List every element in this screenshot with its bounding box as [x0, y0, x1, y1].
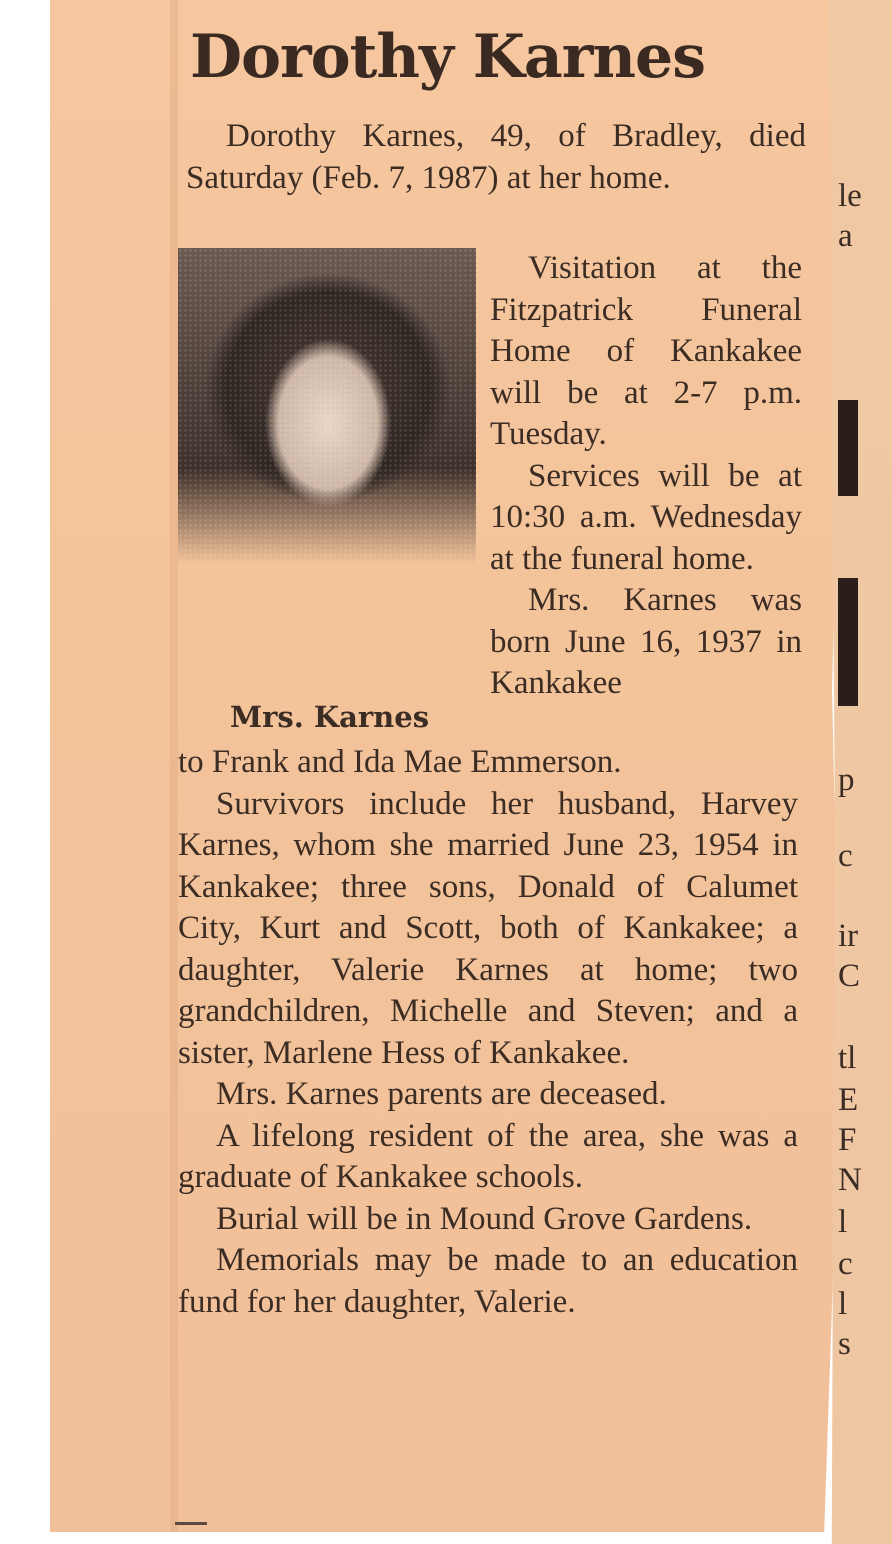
- edge-fragment: c: [838, 1246, 853, 1282]
- side-column: [490, 248, 802, 705]
- photo-caption: Mrs. Karnes: [230, 700, 430, 734]
- edge-fragment: N: [838, 1162, 862, 1198]
- parents-line: to Frank and Ida Mae Emmerson.: [178, 744, 622, 780]
- edge-fragment: l: [838, 1286, 848, 1322]
- survivors-paragraph: Survivors include her husband, Harvey Karnes, whom she married June 23, 1954 in Kankakee; three sons, Donald of Calumet City, Kurt and Scott, both of Kankakee; a daughter, Valerie Karnes at home; two grandchildren, Michelle and Steven; and a sister, Marlene Hess of Kankakee.: [178, 785, 798, 1071]
- edge-fragment: a: [838, 218, 853, 254]
- adjacent-column-letters: [838, 0, 892, 1544]
- paper-fold-shadow: [170, 0, 178, 1532]
- edge-fragment: F: [838, 1122, 857, 1158]
- rule-fragment: [175, 1522, 207, 1525]
- edge-fragment: C: [838, 958, 861, 994]
- visitation-paragraph: Visitation at the Fitzpatrick Funeral Home of Kankakee will be at 2-7 p.m. Tuesday.: [490, 250, 802, 452]
- edge-fragment: tl: [838, 1040, 857, 1076]
- obituary-lead: Dorothy Karnes, 49, of Bradley, died Saturday (Feb. 7, 1987) at her home.: [186, 118, 806, 196]
- birth-paragraph: Mrs. Karnes was born June 16, 1937 in Kankakee: [490, 582, 802, 701]
- edge-fragment: l: [838, 1204, 848, 1240]
- portrait-photo: [178, 248, 476, 564]
- resident-paragraph: A lifelong resident of the area, she was a graduate of Kankakee schools.: [178, 1117, 798, 1195]
- edge-fragment: E: [838, 1082, 859, 1118]
- memorials-paragraph: Memorials may be made to an education fund for her daughter, Valerie.: [178, 1242, 798, 1320]
- services-paragraph: Services will be at 10:30 a.m. Wednesday at the funeral home.: [490, 457, 802, 577]
- edge-fragment: c: [838, 838, 853, 874]
- adjacent-photo-edge: [838, 400, 858, 496]
- edge-fragment: le: [838, 178, 862, 214]
- adjacent-photo-edge: [838, 578, 858, 706]
- obituary-body: [178, 742, 798, 1323]
- edge-fragment: s: [838, 1326, 851, 1362]
- burial-paragraph: Burial will be in Mound Grove Gardens.: [216, 1200, 753, 1237]
- edge-fragment: ir: [838, 918, 859, 954]
- parents-deceased-paragraph: Mrs. Karnes parents are deceased.: [216, 1076, 667, 1112]
- edge-fragment: p: [838, 762, 855, 798]
- obituary-headline: Dorothy Karnes: [190, 22, 705, 92]
